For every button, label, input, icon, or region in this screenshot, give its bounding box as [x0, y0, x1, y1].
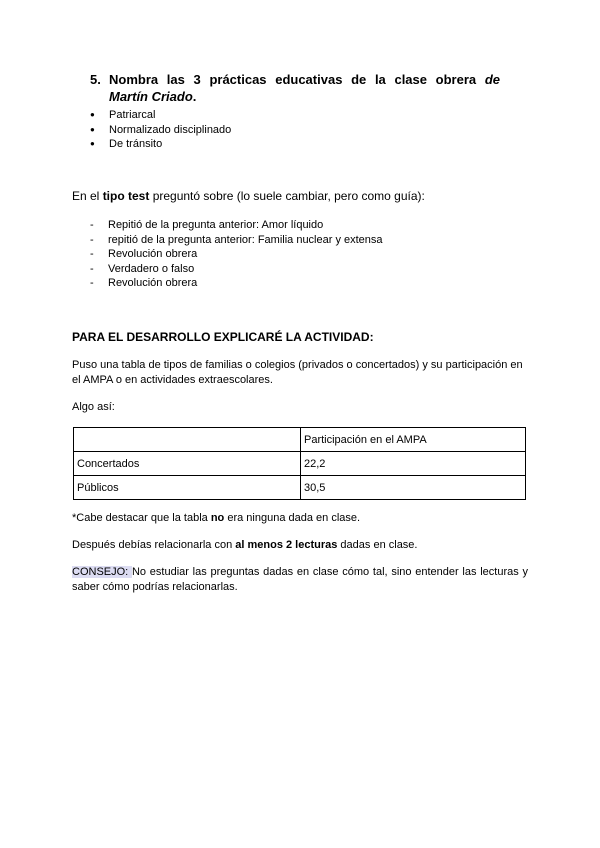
table-row	[74, 476, 526, 500]
list-item: - Repitió de la pregunta anterior: Amor líquido	[90, 218, 383, 233]
question-text-line1: Nombra las 3 prácticas educativas de la clase obrera de	[109, 72, 500, 87]
readings-note: Después debías relacionarla con al menos 2 lecturas dadas en clase.	[72, 539, 418, 551]
list-item: ● Patriarcal	[90, 108, 231, 123]
ampa-table	[73, 427, 526, 500]
table-cell: Públicos	[74, 476, 301, 500]
table-cell	[74, 428, 301, 452]
advice-label: CONSEJO:	[72, 566, 132, 578]
list-item: - repitió de la pregunta anterior: Familia nuclear y extensa	[90, 233, 383, 248]
table-row	[74, 428, 526, 452]
list-item: ● De tránsito	[90, 137, 231, 152]
advice-paragraph	[72, 565, 528, 595]
table-cell: Concertados	[74, 452, 301, 476]
activity-paragraph: Puso una tabla de tipos de familias o colegios (privados o concertados) y su participación en el AMPA o en actividades extraescolares.	[72, 359, 523, 386]
test-items-list	[90, 218, 383, 291]
list-item: - Verdadero o falso	[90, 262, 383, 277]
algo-asi: Algo así:	[72, 401, 115, 413]
section-heading: PARA EL DESARROLLO EXPLICARÉ LA ACTIVIDAD:	[72, 330, 374, 344]
table-cell: 30,5	[301, 476, 526, 500]
question-5	[90, 71, 500, 105]
table-cell: 22,2	[301, 452, 526, 476]
practices-list	[90, 108, 231, 152]
advice-text: No estudiar las preguntas dadas en clase cómo tal, sino entender las lecturas y saber cómo podrías relacionarlas.	[72, 566, 528, 593]
table-row	[74, 452, 526, 476]
table-note: *Cabe destacar que la tabla no era ninguna dada en clase.	[72, 512, 361, 524]
list-item: - Revolución obrera	[90, 276, 383, 291]
question-text-line2: Martín Criado.	[109, 89, 197, 104]
question-number: 5.	[90, 72, 101, 87]
list-item: ● Normalizado disciplinado	[90, 123, 231, 138]
table-cell: Participación en el AMPA	[301, 428, 526, 452]
list-item: - Revolución obrera	[90, 247, 383, 262]
test-intro: En el tipo test preguntó sobre (lo suele cambiar, pero como guía):	[72, 189, 425, 203]
